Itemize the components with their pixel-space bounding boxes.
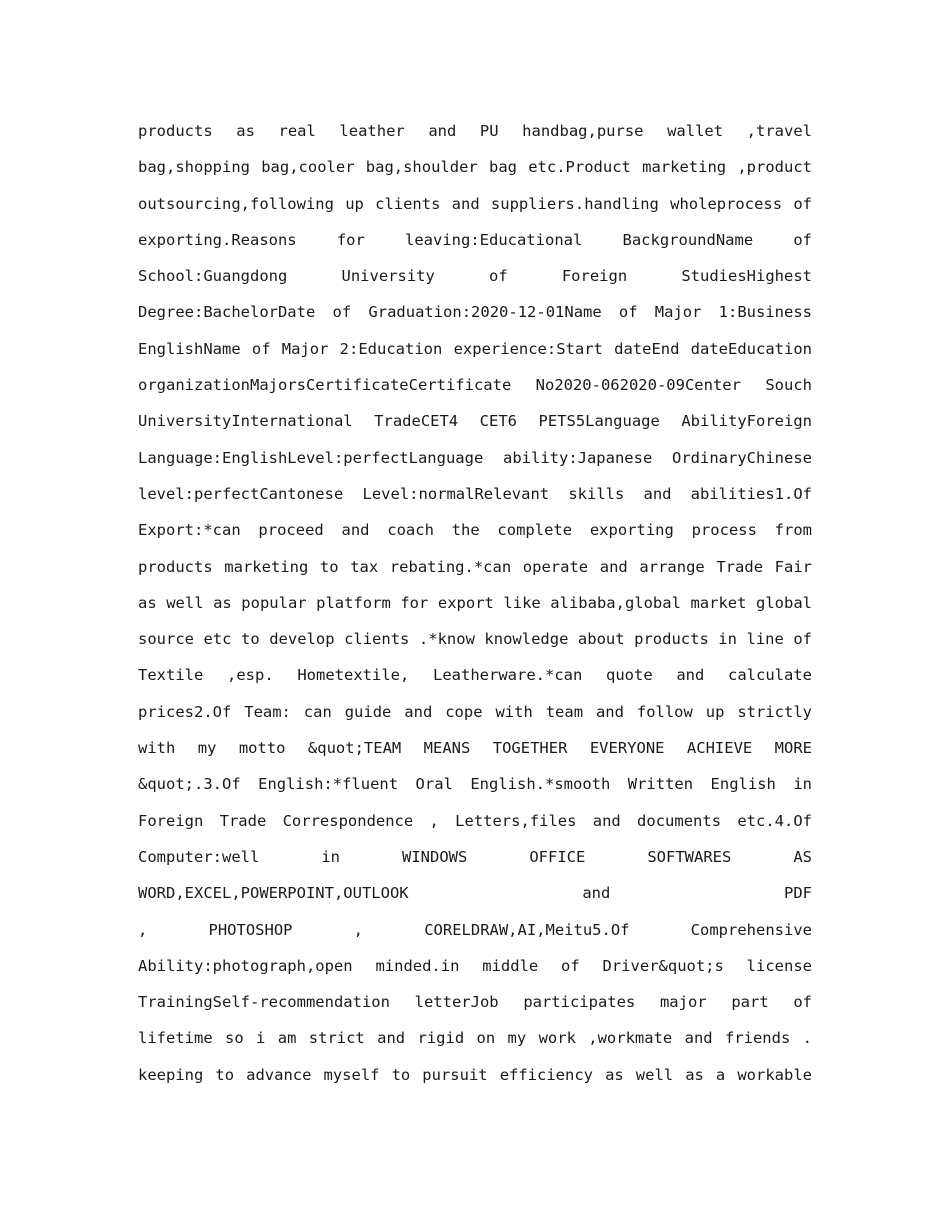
text-line: Degree:BachelorDate of Graduation:2020-12-01Name of Major 1:Business xyxy=(138,303,812,322)
text-line: products marketing to tax rebating.*can operate and arrange Trade Fair xyxy=(138,557,812,576)
text-line: , PHOTOSHOP , CORELDRAW,AI,Meitu5.Of Comprehensive xyxy=(138,920,812,939)
text-line: &quot;.3.Of English:*fluent Oral English.*smooth Written English in xyxy=(138,775,812,794)
text-line: Ability:photograph,open minded.in middle of Driver&quot;s license xyxy=(138,956,812,975)
text-line: Textile ,esp. Hometextile, Leatherware.*can quote and calculate xyxy=(138,666,812,685)
text-line: level:perfectCantonese Level:normalRelevant skills and abilities1.Of xyxy=(138,484,812,503)
text-line: outsourcing,following up clients and suppliers.handling wholeprocess of xyxy=(138,194,812,213)
text-line: exporting.Reasons for leaving:Educational BackgroundName of xyxy=(138,230,812,249)
text-line: with my motto &quot;TEAM MEANS TOGETHER EVERYONE ACHIEVE MORE xyxy=(138,739,812,758)
resume-body-text xyxy=(138,113,812,1093)
text-line: as well as popular platform for export like alibaba,global market global xyxy=(138,593,812,612)
text-line: WORD,EXCEL,POWERPOINT,OUTLOOK and PDF xyxy=(138,884,812,903)
text-line: products as real leather and PU handbag,purse wallet ,travel xyxy=(138,122,812,140)
text-line: organizationMajorsCertificateCertificate No2020-062020-09Center Souch xyxy=(138,376,812,395)
text-line: Language:EnglishLevel:perfectLanguage ability:Japanese OrdinaryChinese xyxy=(138,448,812,467)
text-line: EnglishName of Major 2:Education experience:Start dateEnd dateEducation xyxy=(138,339,812,358)
text-line: Computer:well in WINDOWS OFFICE SOFTWARES AS xyxy=(138,847,812,866)
text-line: keeping to advance myself to pursuit efficiency as well as a workable xyxy=(138,1065,812,1084)
text-line: Foreign Trade Correspondence , Letters,files and documents etc.4.Of xyxy=(138,811,812,830)
text-line: School:Guangdong University of Foreign StudiesHighest xyxy=(138,267,812,286)
text-line: prices2.Of Team: can guide and cope with team and follow up strictly xyxy=(138,702,812,721)
text-line: TrainingSelf-recommendation letterJob participates major part of xyxy=(138,993,812,1012)
text-line: Export:*can proceed and coach the complete exporting process from xyxy=(138,521,812,540)
text-line: bag,shopping bag,cooler bag,shoulder bag etc.Product marketing ,product xyxy=(138,158,812,177)
text-line: UniversityInternational TradeCET4 CET6 PETS5Language AbilityForeign xyxy=(138,412,812,431)
text-line: lifetime so i am strict and rigid on my work ,workmate and friends . xyxy=(138,1029,812,1048)
text-line: source etc to develop clients .*know knowledge about products in line of xyxy=(138,630,812,649)
